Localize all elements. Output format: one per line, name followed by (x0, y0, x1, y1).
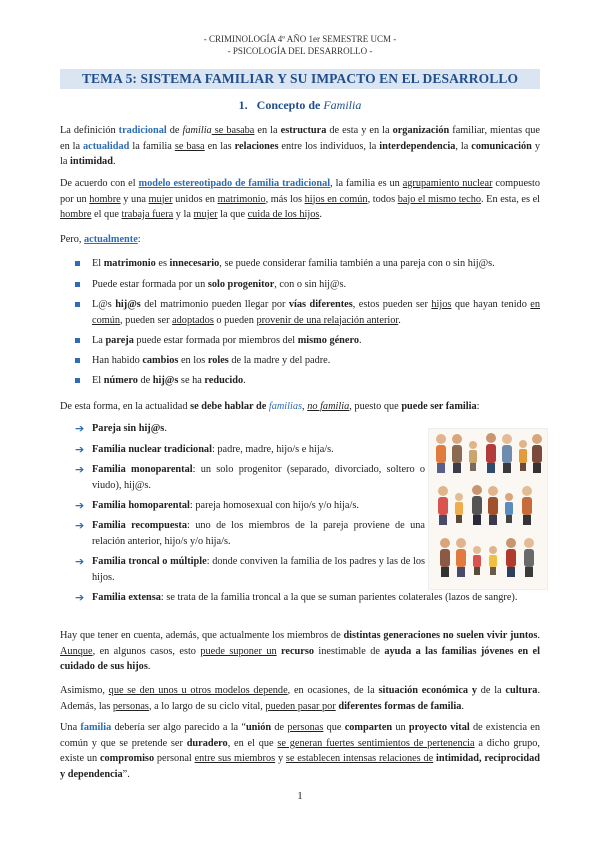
list-item: ➔ Familia nuclear tradicional: padre, madre, hijo/s e hija/s. (75, 443, 334, 456)
header-line-2: - PSICOLOGÍA DEL DESARROLLO - (227, 46, 373, 56)
list-item: ➔ Familia troncal o múltiple: donde conviven la familia de los padres y las de los hijos. (75, 555, 426, 583)
page-title: TEMA 5: SISTEMA FAMILIAR Y SU IMPACTO EN EL DESARROLLO (60, 69, 540, 89)
family-illustration-icon (428, 428, 548, 590)
list-item: ➔ Familia extensa: se trata de la familia troncal a la que se suman parientes colaterales (lazos de sangre). (75, 591, 518, 604)
list-item: Puede estar formada por un solo progenitor, con o sin hij@s. (60, 277, 540, 293)
list-item: La pareja puede estar formada por miembros del mismo género. (60, 333, 540, 349)
header-line-1: - CRIMINOLOGÍA 4º AÑO 1er SEMESTRE UCM - (203, 34, 397, 44)
square-bullet-icon (75, 261, 80, 266)
list-item: L@s hij@s del matrimonio pueden llegar por vías diferentes, estos pueden ser hijos que hayan tenido en común, pueden ser adoptados o pueden provenir de una relajación anterior. (60, 297, 540, 328)
paragraph-family-types-intro: De esta forma, en la actualidad se debe hablar de familias, no familia, puesto que puede ser familia: (60, 401, 480, 412)
square-bullet-icon (75, 358, 80, 363)
paragraph-traditional-model: De acuerdo con el modelo estereotipado de familia tradicional, la familia es un agrupamiento nuclear compuesto por un hombre y una mujer unidos en matrimonio, más los hijos en común, todos bajo el mismo techo. En esta, es el hombre el que trabaja fuera y la mujer la que cuida de los hijos. (60, 178, 541, 220)
arrow-right-icon: ➔ (75, 591, 85, 604)
section-heading (0, 98, 600, 113)
page-number: 1 (297, 790, 303, 802)
list-item: ➔ Familia homoparental: pareja homosexual con hijo/s y/o hija/s. (75, 499, 359, 512)
arrow-right-icon: ➔ (75, 499, 85, 512)
arrow-right-icon: ➔ (75, 422, 85, 435)
square-bullet-icon (75, 282, 80, 287)
paragraph-definition: La definición tradicional de familia se basaba en la estructura de esta y en la organización familiar, mientas que en la actualidad la familia se basa en las relaciones entre los individuos, la interdependencia, la comunicación y la intimidad. (60, 125, 540, 167)
list-item: El número de hij@s se ha reducido. (60, 373, 540, 389)
paragraph-economic-situation: Asimismo, que se den unos u otros modelos depende, en ocasiones, de la situación económica y de la cultura. Además, las personas, a lo largo de su ciclo vital, pueden pasar por diferentes formas de familia. (60, 685, 541, 712)
arrow-right-icon: ➔ (75, 463, 85, 476)
square-bullet-icon (75, 338, 80, 343)
list-item: ➔ Familia recompuesta: uno de los miembros de la pareja proviene de una relación anterior, hijo/s y/o hija/s. (75, 519, 425, 547)
square-bullet-icon (75, 302, 80, 307)
paragraph-currently: Pero, actualmente: (60, 234, 141, 245)
section-label: Concepto de (256, 98, 321, 112)
list-item: ➔ Pareja sin hij@s. (75, 422, 167, 435)
page-header (0, 33, 600, 57)
arrow-right-icon: ➔ (75, 519, 85, 532)
list-item: ➔ Familia monoparental: un solo progenitor (separado, divorciado, soltero o viudo), hij@s. (75, 463, 425, 491)
paragraph-generations: Hay que tener en cuenta, además, que actualmente los miembros de distintas generaciones no suelen vivir juntos. Aunque, en algunos casos, esto puede suponer un recurso inestimable de ayuda a las familias jóvenes en el cuidado de sus hijos. (60, 630, 540, 672)
section-label-italic: Familia (323, 98, 362, 112)
list-item: El matrimonio es innecesario, se puede considerar familia también a una pareja con o sin hij@s. (60, 256, 540, 272)
section-number: 1. (238, 98, 248, 112)
list-item: Han habido cambios en los roles de la madre y del padre. (60, 353, 540, 369)
paragraph-family-definition: Una familia debería ser algo parecido a la “unión de personas que comparten un proyecto vital de existencia en común y que se pretende ser duradero, en el que se generan fuertes sentimientos de pertenencia a dicho grupo, existe un compromiso personal entre sus miembros y se establecen intensas relaciones de intimidad, reciprocidad y dependencia”. (60, 722, 541, 780)
arrow-right-icon: ➔ (75, 443, 85, 456)
arrow-right-icon: ➔ (75, 555, 85, 568)
square-bullet-icon (75, 378, 80, 383)
